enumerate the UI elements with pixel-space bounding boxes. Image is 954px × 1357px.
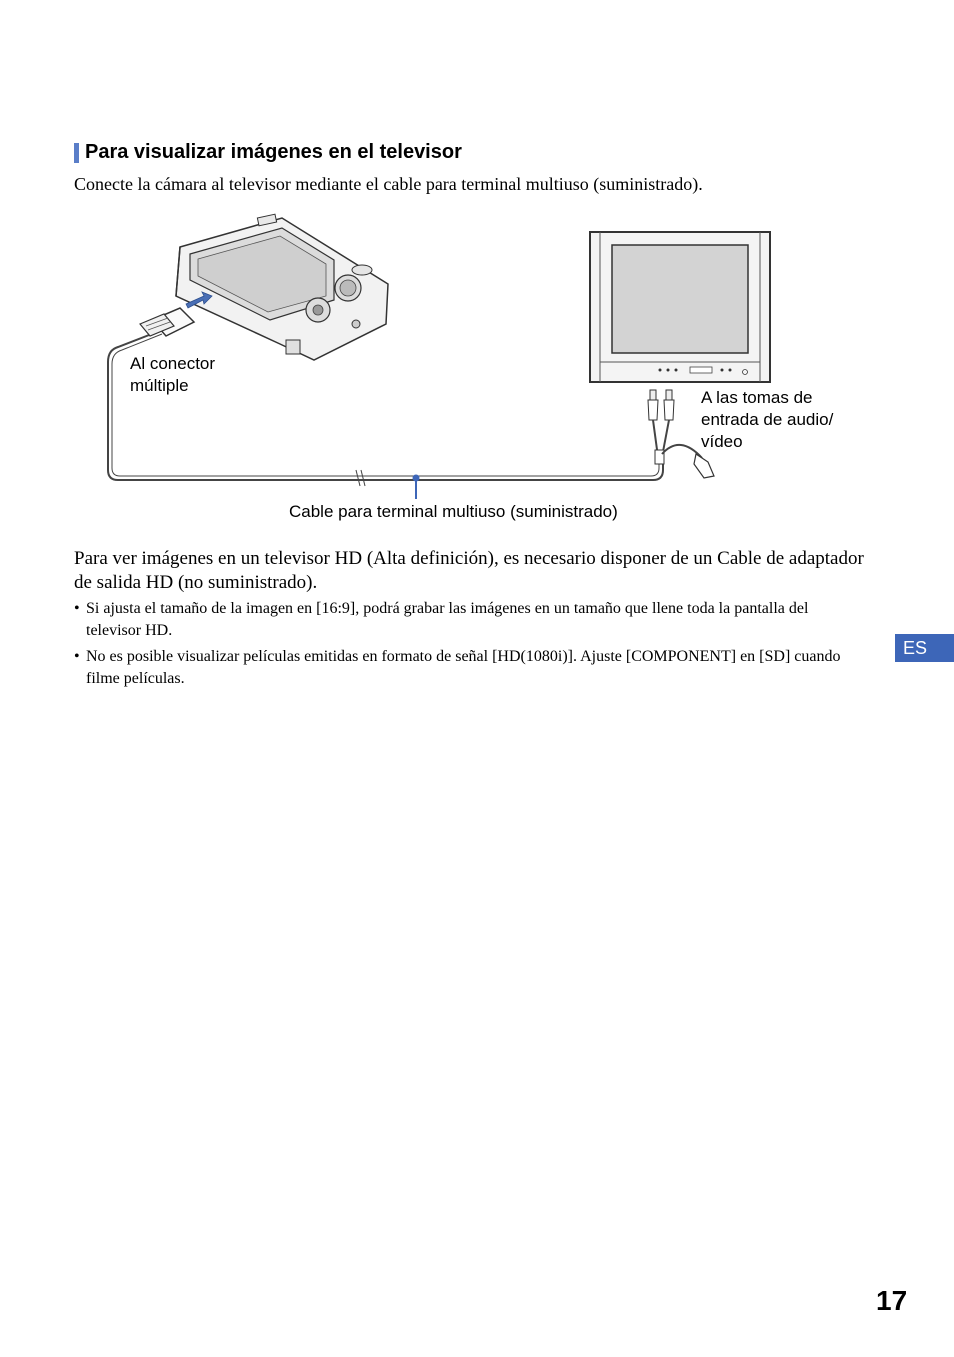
list-item: • Si ajusta el tamaño de la imagen en [16:9], podrá grabar las imágenes en un tamaño que llene toda la pantalla del televisor HD. (74, 598, 864, 642)
section-heading-text: Para visualizar imágenes en el televisor (85, 141, 462, 163)
language-tab: ES (895, 634, 954, 662)
intro-text: Conecte la cámara al televisor mediante el cable para terminal multiuso (suministrado). (74, 174, 703, 194)
list-item: • No es posible visualizar películas emitidas en formato de señal [HD(1080i)]. Ajuste [COMPONENT] en [SD] cuando filme películas. (74, 646, 864, 690)
label-av-inputs: A las tomas de entrada de audio/ vídeo (701, 388, 834, 451)
section-heading (74, 141, 462, 164)
hd-paragraph: Para ver imágenes en un televisor HD (Alta definición), es necesario disponer de un Cable de adaptador de salida HD (no suministrado). (74, 548, 864, 593)
heading-marker (74, 143, 79, 163)
connection-diagram (100, 212, 880, 532)
notes-list (74, 598, 864, 694)
camera-illustration (140, 214, 388, 360)
label-cable: Cable para terminal multiuso (suministrado) (289, 502, 618, 521)
tv-illustration (590, 232, 770, 382)
label-multi-connector: Al conector múltiple (130, 354, 216, 395)
page-number: 17 (876, 1285, 908, 1316)
